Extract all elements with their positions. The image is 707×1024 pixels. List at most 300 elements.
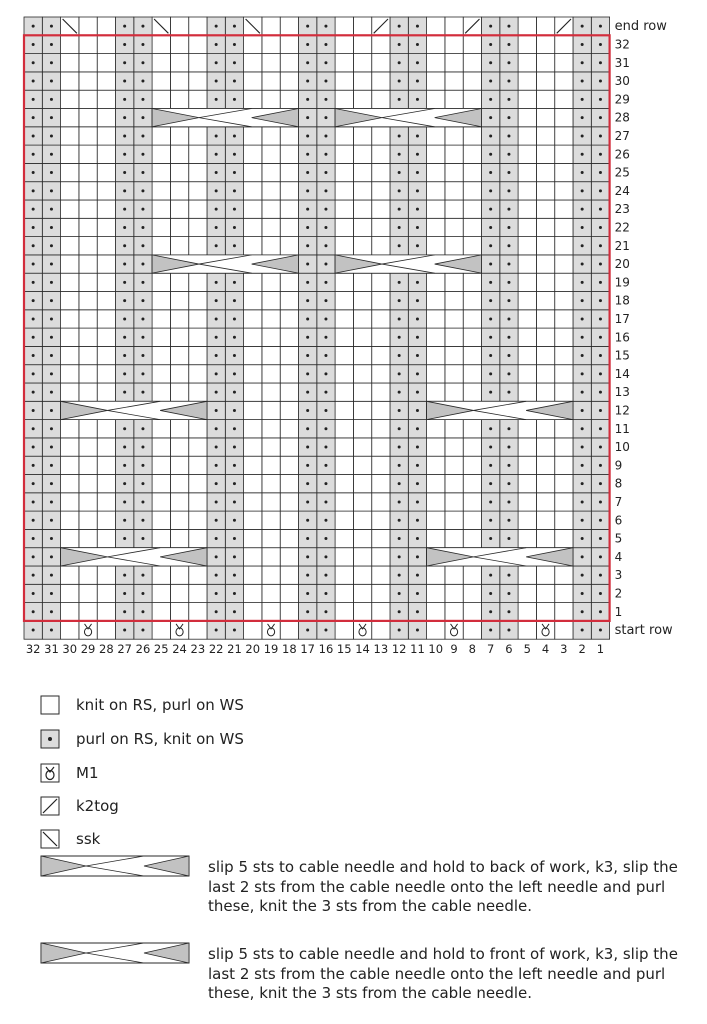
knit-cell: [463, 273, 481, 291]
purl-dot: [599, 555, 602, 558]
knit-cell: [170, 72, 188, 90]
knit-cell: [189, 456, 207, 474]
stitch-number-label: 27: [117, 642, 132, 657]
purl-dot: [489, 317, 492, 320]
stitch-number-label: 32: [25, 642, 41, 657]
purl-dot: [233, 244, 236, 247]
knit-cell: [372, 182, 390, 200]
purl-dot: [215, 629, 218, 632]
knit-cell: [262, 475, 280, 493]
purl-dot: [50, 391, 53, 394]
knit-cell: [244, 621, 262, 639]
purl-dot: [306, 189, 309, 192]
knit-cell: [189, 310, 207, 328]
purl-dot: [507, 500, 510, 503]
purl-dot: [50, 43, 53, 46]
knit-cell: [518, 292, 536, 310]
purl-dot: [581, 263, 584, 266]
cable-back-icon: [61, 401, 207, 419]
knit-cell: [152, 603, 170, 621]
purl-dot: [141, 574, 144, 577]
knit-cell: [335, 566, 353, 584]
knit-cell: [280, 566, 298, 584]
knit-cell: [335, 90, 353, 108]
knit-cell: [463, 529, 481, 547]
purl-dot: [416, 372, 419, 375]
knit-cell: [61, 584, 79, 602]
knit-cell: [372, 127, 390, 145]
purl-dot: [581, 500, 584, 503]
purl-dot: [581, 519, 584, 522]
purl-dot: [398, 446, 401, 449]
purl-dot: [324, 629, 327, 632]
knit-cell: [335, 438, 353, 456]
knit-cell: [262, 310, 280, 328]
knit-cell: [335, 475, 353, 493]
knit-cell: [152, 163, 170, 181]
knit-cell: [445, 310, 463, 328]
knit-cell: [189, 621, 207, 639]
purl-dot: [32, 98, 35, 101]
purl-dot: [507, 189, 510, 192]
legend-label-m1: M1: [76, 764, 99, 782]
knit-cell: [152, 511, 170, 529]
knit-cell: [244, 90, 262, 108]
knit-cell: [262, 218, 280, 236]
cable-front-icon: [335, 255, 481, 273]
purl-dot: [32, 372, 35, 375]
knit-cell: [536, 621, 554, 639]
knit-cell: [372, 420, 390, 438]
legend-label-ssk: ssk: [76, 830, 101, 848]
knit-cell: [152, 456, 170, 474]
knit-cell: [427, 346, 445, 364]
knit-cell: [189, 182, 207, 200]
knit-cell: [335, 383, 353, 401]
purl-dot: [32, 391, 35, 394]
purl-dot: [599, 482, 602, 485]
knit-cell: [97, 237, 115, 255]
purl-dot: [581, 446, 584, 449]
knit-cell: [152, 383, 170, 401]
knit-cell: [262, 273, 280, 291]
purl-dot: [233, 519, 236, 522]
purl-dot: [489, 208, 492, 211]
knit-cell: [152, 182, 170, 200]
purl-dot: [599, 116, 602, 119]
knit-cell: [170, 475, 188, 493]
purl-dot: [306, 391, 309, 394]
purl-dot: [581, 537, 584, 540]
purl-dot: [50, 208, 53, 211]
purl-dot: [599, 336, 602, 339]
knit-cell: [244, 346, 262, 364]
purl-dot: [306, 519, 309, 522]
stitch-number-label: 5: [523, 642, 531, 657]
purl-dot: [50, 263, 53, 266]
purl-dot: [141, 116, 144, 119]
purl-dot: [489, 171, 492, 174]
knit-cell: [335, 328, 353, 346]
knit-cell: [518, 365, 536, 383]
knit-cell: [170, 163, 188, 181]
knit-cell: [463, 145, 481, 163]
purl-dot: [306, 446, 309, 449]
knit-cell: [555, 529, 573, 547]
purl-dot: [507, 208, 510, 211]
purl-dot: [306, 317, 309, 320]
purl-dot: [141, 482, 144, 485]
knit-cell: [518, 566, 536, 584]
knit-cell: [335, 292, 353, 310]
purl-dot: [599, 98, 602, 101]
legend-label-purl: purl on RS, knit on WS: [76, 730, 244, 748]
knit-cell: [335, 200, 353, 218]
knit-cell: [463, 200, 481, 218]
purl-dot: [123, 98, 126, 101]
knit-cell: [152, 218, 170, 236]
knit-cell: [262, 200, 280, 218]
knit-cell: [79, 383, 97, 401]
knit-cell: [244, 529, 262, 547]
knit-cell: [79, 438, 97, 456]
knit-cell: [244, 54, 262, 72]
knit-cell: [518, 255, 536, 273]
stitch-number-label: 6: [505, 642, 513, 657]
knit-cell: [372, 200, 390, 218]
purl-dot: [123, 226, 126, 229]
knit-cell: [445, 292, 463, 310]
purl-dot: [141, 263, 144, 266]
purl-dot: [306, 555, 309, 558]
knit-cell: [518, 456, 536, 474]
purl-dot: [50, 171, 53, 174]
knit-cell: [536, 35, 554, 53]
knit-cell: [353, 182, 371, 200]
knit-cell: [555, 365, 573, 383]
purl-dot: [324, 592, 327, 595]
knit-cell: [372, 163, 390, 181]
knit-cell: [518, 511, 536, 529]
knit-cell: [262, 182, 280, 200]
legend-item-purl: [40, 729, 244, 749]
knit-cell: [427, 511, 445, 529]
purl-dot: [306, 134, 309, 137]
row-number-label: 14: [614, 366, 630, 381]
knit-cell: [536, 163, 554, 181]
purl-dot: [398, 354, 401, 357]
purl-dot: [599, 226, 602, 229]
knit-cell: [170, 218, 188, 236]
purl-dot: [324, 446, 327, 449]
purl-dot: [123, 244, 126, 247]
knit-cell: [372, 273, 390, 291]
knit-cell: [244, 511, 262, 529]
knit-cell: [189, 566, 207, 584]
knit-cell: [335, 365, 353, 383]
purl-dot: [398, 409, 401, 412]
purl-dot: [324, 208, 327, 211]
knit-cell: [372, 493, 390, 511]
purl-dot: [32, 592, 35, 595]
stitch-number-label: 9: [450, 642, 458, 657]
stitch-number-label: 25: [153, 642, 169, 657]
purl-dot: [215, 208, 218, 211]
purl-dot: [507, 244, 510, 247]
purl-dot: [507, 153, 510, 156]
purl-dot: [233, 574, 236, 577]
knit-cell: [97, 127, 115, 145]
knit-cell: [555, 456, 573, 474]
purl-dot: [599, 629, 602, 632]
knit-cell: [536, 145, 554, 163]
knit-cell: [353, 163, 371, 181]
purl-dot: [32, 189, 35, 192]
knit-cell: [353, 475, 371, 493]
knit-cell: [189, 328, 207, 346]
purl-dot: [324, 482, 327, 485]
knit-cell: [372, 218, 390, 236]
purl-dot: [215, 171, 218, 174]
knit-cell: [445, 90, 463, 108]
knit-cell: [463, 475, 481, 493]
purl-dot: [599, 244, 602, 247]
stitch-number-label: 17: [300, 642, 315, 657]
knit-cell: [463, 182, 481, 200]
knit-cell: [353, 218, 371, 236]
purl-dot: [306, 263, 309, 266]
knit-cell: [97, 621, 115, 639]
purl-dot: [233, 208, 236, 211]
knit-cell: [427, 420, 445, 438]
knit-cell: [152, 493, 170, 511]
purl-dot: [32, 317, 35, 320]
purl-dot: [416, 464, 419, 467]
purl-dot: [581, 317, 584, 320]
row-number-label: 30: [614, 74, 630, 89]
purl-dot: [398, 610, 401, 613]
purl-dot: [50, 464, 53, 467]
knit-cell: [244, 566, 262, 584]
knit-cell: [61, 420, 79, 438]
stitch-number-label: 29: [80, 642, 96, 657]
purl-dot: [32, 226, 35, 229]
purl-dot: [398, 629, 401, 632]
purl-dot: [489, 281, 492, 284]
row-number-label: 19: [614, 275, 630, 290]
knit-cell: [152, 420, 170, 438]
knit-cell: [335, 401, 353, 419]
purl-dot: [324, 409, 327, 412]
knit-cell: [61, 145, 79, 163]
purl-dot: [416, 189, 419, 192]
knit-cell: [170, 584, 188, 602]
purl-dot: [507, 281, 510, 284]
purl-dot: [416, 500, 419, 503]
purl-dot: [306, 43, 309, 46]
knit-cell: [463, 90, 481, 108]
purl-dot: [233, 336, 236, 339]
purl-dot: [50, 446, 53, 449]
purl-dot: [215, 354, 218, 357]
purl-dot: [306, 244, 309, 247]
row-number-label: 1: [614, 604, 623, 619]
knit-cell: [189, 292, 207, 310]
knit-cell: [152, 90, 170, 108]
knit-cell: [555, 127, 573, 145]
purl-dot: [233, 500, 236, 503]
purl-dot: [599, 263, 602, 266]
purl-dot: [123, 116, 126, 119]
purl-dot: [50, 98, 53, 101]
knit-cell: [536, 383, 554, 401]
purl-dot: [416, 171, 419, 174]
purl-dot: [233, 189, 236, 192]
purl-dot: [141, 372, 144, 375]
knit-cell: [280, 346, 298, 364]
knit-cell: [262, 438, 280, 456]
knit-cell: [97, 493, 115, 511]
purl-dot: [416, 153, 419, 156]
purl-dot: [32, 299, 35, 302]
purl-dot: [233, 555, 236, 558]
knit-cell: [445, 365, 463, 383]
knit-cell: [189, 237, 207, 255]
knit-cell: [335, 127, 353, 145]
purl-dot: [416, 43, 419, 46]
purl-dot: [215, 25, 218, 28]
legend-item-cable-front: [40, 941, 190, 969]
knit-cell: [244, 475, 262, 493]
knit-cell: [555, 54, 573, 72]
knit-cell: [244, 273, 262, 291]
knit-cell: [335, 511, 353, 529]
knit-cell: [97, 90, 115, 108]
knit-cell: [536, 90, 554, 108]
stitch-number-label: 7: [486, 642, 495, 657]
purl-dot: [489, 153, 492, 156]
purl-dot: [141, 208, 144, 211]
purl-dot: [215, 446, 218, 449]
knit-cell: [61, 493, 79, 511]
knit-cell: [335, 584, 353, 602]
purl-dot: [233, 226, 236, 229]
purl-dot: [123, 427, 126, 430]
knit-cell: [170, 621, 188, 639]
row-number-label: 26: [614, 147, 630, 162]
knit-cell: [536, 346, 554, 364]
purl-dot: [123, 574, 126, 577]
purl-dot: [489, 189, 492, 192]
knit-cell: [463, 127, 481, 145]
purl-dot: [489, 299, 492, 302]
knit-cell: [335, 218, 353, 236]
purl-dot: [233, 446, 236, 449]
knit-cell: [79, 346, 97, 364]
purl-dot: [123, 391, 126, 394]
knit-cell: [518, 72, 536, 90]
knit-cell: [463, 310, 481, 328]
knit-cell: [372, 511, 390, 529]
purl-dot: [123, 629, 126, 632]
purl-dot: [215, 519, 218, 522]
purl-dot: [581, 116, 584, 119]
knit-cell: [61, 621, 79, 639]
knit-cell: [152, 529, 170, 547]
legend-item-k2tog: [40, 796, 119, 816]
knit-cell: [372, 475, 390, 493]
purl-dot: [398, 336, 401, 339]
knit-cell: [61, 456, 79, 474]
knit-cell: [463, 493, 481, 511]
knit-cell: [79, 17, 97, 35]
knit-cell: [427, 163, 445, 181]
knit-cell: [463, 292, 481, 310]
purl-dot: [141, 427, 144, 430]
purl-dot: [581, 592, 584, 595]
knit-cell: [97, 72, 115, 90]
purl-dot: [233, 391, 236, 394]
knit-cell: [262, 401, 280, 419]
purl-dot: [306, 25, 309, 28]
knit-cell: [445, 621, 463, 639]
purl-dot: [416, 25, 419, 28]
purl-dot: [398, 281, 401, 284]
purl-dot: [141, 80, 144, 83]
knit-cell: [97, 255, 115, 273]
purl-dot: [599, 409, 602, 412]
knit-cell: [335, 493, 353, 511]
knit-cell: [262, 54, 280, 72]
knit-cell: [79, 273, 97, 291]
purl-dot: [398, 391, 401, 394]
purl-dot: [141, 354, 144, 357]
purl-dot: [233, 372, 236, 375]
purl-dot: [599, 372, 602, 375]
knit-cell: [445, 493, 463, 511]
knit-cell: [97, 292, 115, 310]
knit-cell: [280, 310, 298, 328]
purl-dot: [489, 263, 492, 266]
knit-cell: [555, 310, 573, 328]
knit-cell: [170, 237, 188, 255]
purl-dot: [599, 354, 602, 357]
knit-cell: [262, 511, 280, 529]
purl-dot: [233, 25, 236, 28]
purl-dot: [141, 537, 144, 540]
knit-cell: [244, 401, 262, 419]
purl-dot: [123, 317, 126, 320]
purl-dot: [507, 537, 510, 540]
purl-dot: [599, 208, 602, 211]
purl-dot: [581, 61, 584, 64]
knit-cell: [152, 346, 170, 364]
knit-cell: [555, 72, 573, 90]
knit-cell: [353, 35, 371, 53]
purl-dot: [50, 629, 53, 632]
knit-cell: [244, 237, 262, 255]
purl-dot: [50, 482, 53, 485]
purl-dot: [233, 537, 236, 540]
knit-cell: [445, 383, 463, 401]
purl-dot: [306, 464, 309, 467]
knit-cell: [353, 127, 371, 145]
knit-cell: [189, 54, 207, 72]
purl-dot: [50, 427, 53, 430]
knit-cell: [353, 420, 371, 438]
purl-dot: [416, 519, 419, 522]
knit-cell: [262, 163, 280, 181]
